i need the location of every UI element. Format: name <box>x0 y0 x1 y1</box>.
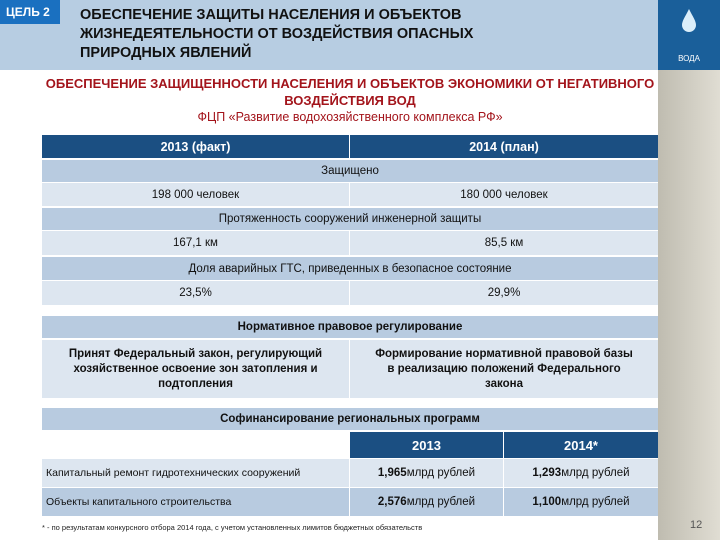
value-unit: млрд рублей <box>406 496 476 508</box>
row-label: Доля аварийных ГТС, приведенных в безопасное состояние <box>42 257 658 280</box>
col-2013: 2013 <box>350 432 504 458</box>
table-row <box>42 231 658 255</box>
col-2014: 2014 (план) <box>350 135 658 158</box>
value-2014: 29,9% <box>350 281 658 305</box>
row-label: Объекты капитального строительства <box>42 488 350 516</box>
value-number: 1,965 <box>377 467 407 479</box>
row-label: Протяженность сооружений инженерной защиты <box>42 208 658 230</box>
table-row <box>42 281 658 305</box>
value-number: 1,100 <box>532 496 562 508</box>
regulation-left: Принят Федеральный закон, регулирующий хозяйственное освоение зон затопления и подтопления <box>42 340 350 398</box>
water-drop-icon <box>680 8 698 32</box>
value-unit: млрд рублей <box>561 496 630 508</box>
section-title: ОБЕСПЕЧЕНИЕ ЗАЩИЩЕННОСТИ НАСЕЛЕНИЯ И ОБЪЕКТОВ ЭКОНОМИКИ ОТ НЕГАТИВНОГО ВОЗДЕЙСТВИЯ ВОД <box>45 76 655 108</box>
col-2013: 2013 (факт) <box>42 135 350 158</box>
row-label: Защищено <box>42 160 658 182</box>
table-row <box>42 459 658 487</box>
value-2013: 167,1 км <box>42 231 350 255</box>
value-2014: 85,5 км <box>350 231 658 255</box>
row-label: Капитальный ремонт гидротехнических сооружений <box>42 459 350 487</box>
sidebar-label: ВОДА <box>678 54 700 63</box>
program-name: ФЦП «Развитие водохозяйственного комплекса РФ» <box>197 110 503 124</box>
regulation-header: Нормативное правовое регулирование <box>42 316 658 338</box>
page-number: 12 <box>690 519 703 531</box>
value-2014: 180 000 человек <box>350 183 658 206</box>
value-number: 2,576 <box>377 496 407 508</box>
page-title: ОБЕСПЕЧЕНИЕ ЗАЩИТЫ НАСЕЛЕНИЯ И ОБЪЕКТОВ ЖИЗНЕДЕЯТЕЛЬНОСТИ ОТ ВОЗДЕЙСТВИЯ ОПАСНЫХ ПРИРОДНЫХ ЯВЛЕНИЙ <box>80 7 474 61</box>
table-row <box>42 183 658 206</box>
value-2014 <box>504 459 658 487</box>
value-2014 <box>504 488 658 516</box>
value-2013 <box>350 488 504 516</box>
value-2013: 23,5% <box>42 281 350 305</box>
value-unit: млрд рублей <box>561 467 630 479</box>
table1-header <box>42 135 658 158</box>
sidebar <box>658 0 720 540</box>
regulation-right: Формирование нормативной правовой базы в реализацию положений Федерального закона <box>350 340 658 398</box>
value-unit: млрд рублей <box>406 467 476 479</box>
col-2014: 2014* <box>504 432 658 458</box>
footnote: * - по результатам конкурсного отбора 2014 года, с учетом установленных лимитов бюджетных обязательств <box>42 523 423 532</box>
table-row <box>42 488 658 516</box>
value-2013 <box>350 459 504 487</box>
value-number: 1,293 <box>532 467 562 479</box>
cofinancing-header: Софинансирование региональных программ <box>42 408 658 430</box>
goal-badge: ЦЕЛЬ 2 <box>0 0 60 24</box>
table3-header <box>42 432 658 458</box>
regulation-row <box>42 340 658 398</box>
value-2013: 198 000 человек <box>42 183 350 206</box>
